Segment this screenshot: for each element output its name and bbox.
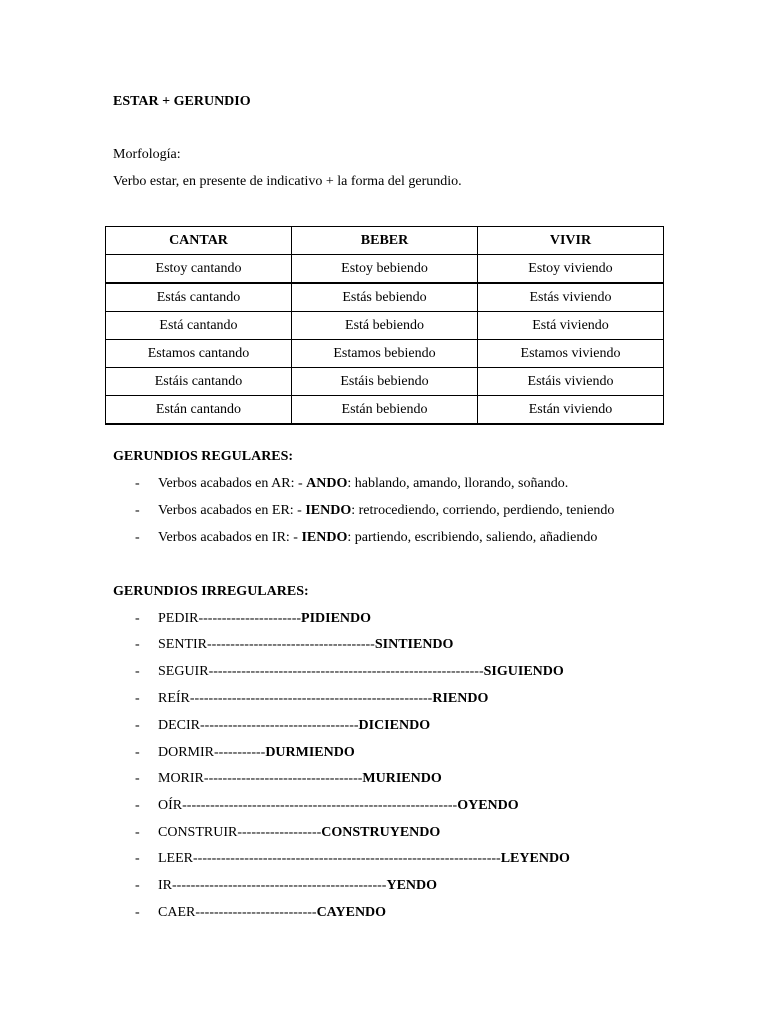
list-bullet: - [135, 503, 140, 518]
table-cell: Están cantando [106, 396, 292, 425]
list-bullet: - [135, 664, 140, 679]
morphology-label: Morfología: [113, 147, 181, 162]
list-item [158, 665, 564, 679]
irregular-gerunds-heading: GERUNDIOS IRREGULARES: [113, 584, 309, 599]
table-row [106, 368, 664, 396]
gerund: SINTIENDO [374, 637, 454, 652]
list-item [158, 772, 442, 786]
table-cell: Están bebiendo [292, 396, 478, 425]
infinitive: REÍR [158, 691, 190, 706]
list-bullet: - [135, 825, 140, 840]
dash-leader: ---------------------------------- [200, 718, 359, 733]
infinitive: MORIR [158, 771, 204, 786]
gerund: LEYENDO [500, 851, 570, 866]
dash-leader: ---------------------------------------------- [172, 878, 387, 893]
list-bullet: - [135, 476, 140, 491]
table-cell: Estamos viviendo [478, 340, 664, 368]
list-item [158, 504, 614, 518]
table-cell: Estamos bebiendo [292, 340, 478, 368]
table-cell: Estamos cantando [106, 340, 292, 368]
list-bullet: - [135, 851, 140, 866]
list-item [158, 852, 570, 866]
dash-leader: ------------------ [237, 825, 322, 840]
infinitive: DECIR [158, 718, 200, 733]
table-row [106, 255, 664, 284]
table-cell: Estáis cantando [106, 368, 292, 396]
table-cell: Estoy viviendo [478, 255, 664, 284]
list-item-examples: : hablando, amando, llorando, soñando. [347, 476, 569, 491]
table-header-row [106, 227, 664, 255]
list-item [158, 719, 430, 733]
dash-leader: ------------------------------------ [207, 637, 375, 652]
list-item [158, 746, 355, 760]
list-bullet: - [135, 745, 140, 760]
dash-leader: ---------------------------------------------------- [189, 691, 433, 706]
gerund: DURMIENDO [265, 745, 355, 760]
table-cell: Estás viviendo [478, 283, 664, 312]
list-bullet: - [135, 798, 140, 813]
gerund: DICIENDO [358, 718, 431, 733]
table-cell: Está viviendo [478, 312, 664, 340]
gerund: MURIENDO [362, 771, 442, 786]
gerund: YENDO [386, 878, 438, 893]
table-row [106, 340, 664, 368]
list-item [158, 612, 371, 626]
dash-leader: ----------------------------------------------------------- [182, 798, 458, 813]
table-cell: Está bebiendo [292, 312, 478, 340]
list-item-text: Verbos acabados en ER: - [158, 503, 306, 518]
list-bullet: - [135, 611, 140, 626]
list-bullet: - [135, 637, 140, 652]
infinitive: SENTIR [158, 637, 207, 652]
dash-leader: ---------------------- [198, 611, 302, 626]
infinitive: IR [158, 878, 172, 893]
table-cell: Está cantando [106, 312, 292, 340]
table-cell: Están viviendo [478, 396, 664, 425]
list-item [158, 826, 440, 840]
infinitive: CAER [158, 905, 196, 920]
dash-leader: ----------- [214, 745, 266, 760]
infinitive: CONSTRUIR [158, 825, 238, 840]
list-bullet: - [135, 718, 140, 733]
ending-label: IENDO [301, 530, 348, 545]
table-header-cell: CANTAR [106, 227, 292, 255]
table-cell: Estoy bebiendo [292, 255, 478, 284]
table-cell: Estáis viviendo [478, 368, 664, 396]
list-bullet: - [135, 771, 140, 786]
dash-leader: ------------------------------------------------------------------ [193, 851, 501, 866]
infinitive: SEGUIR [158, 664, 209, 679]
list-item [158, 531, 597, 545]
table-cell: Estás cantando [106, 283, 292, 312]
list-item-text: Verbos acabados en AR: - [158, 476, 307, 491]
table-row [106, 312, 664, 340]
list-item [158, 906, 386, 920]
list-item-examples: : retrocediendo, corriendo, perdiendo, teniendo [351, 503, 615, 518]
ending-label: IENDO [305, 503, 352, 518]
conjugation-table [105, 226, 664, 425]
gerund: RIENDO [432, 691, 489, 706]
infinitive: DORMIR [158, 745, 215, 760]
list-bullet: - [135, 691, 140, 706]
infinitive: PEDIR [158, 611, 199, 626]
list-bullet: - [135, 530, 140, 545]
list-bullet: - [135, 905, 140, 920]
gerund: OYENDO [457, 798, 519, 813]
infinitive: LEER [158, 851, 193, 866]
gerund: CONSTRUYENDO [321, 825, 441, 840]
dash-leader: ----------------------------------------------------------- [208, 664, 484, 679]
list-item [158, 477, 568, 491]
morphology-text: Verbo estar, en presente de indicativo + la forma del gerundio. [113, 174, 462, 189]
table-row [106, 283, 664, 312]
table-cell: Estás bebiendo [292, 283, 478, 312]
table-row [106, 396, 664, 425]
list-item [158, 879, 437, 893]
list-item [158, 638, 453, 652]
table-cell: Estoy cantando [106, 255, 292, 284]
table-header-cell: BEBER [292, 227, 478, 255]
page-title: ESTAR + GERUNDIO [113, 94, 251, 109]
table-header-cell: VIVIR [478, 227, 664, 255]
list-item [158, 799, 519, 813]
gerund: SIGUIENDO [483, 664, 564, 679]
infinitive: OÍR [158, 798, 183, 813]
gerund: PIDIENDO [301, 611, 372, 626]
list-item [158, 692, 488, 706]
list-item-text: Verbos acabados en IR: - [158, 530, 302, 545]
dash-leader: -------------------------- [195, 905, 317, 920]
dash-leader: ---------------------------------- [203, 771, 363, 786]
list-item-examples: : partiendo, escribiendo, saliendo, añadiendo [347, 530, 598, 545]
table-cell: Estáis bebiendo [292, 368, 478, 396]
ending-label: ANDO [306, 476, 348, 491]
gerund: CAYENDO [316, 905, 387, 920]
regular-gerunds-heading: GERUNDIOS REGULARES: [113, 449, 294, 464]
list-bullet: - [135, 878, 140, 893]
